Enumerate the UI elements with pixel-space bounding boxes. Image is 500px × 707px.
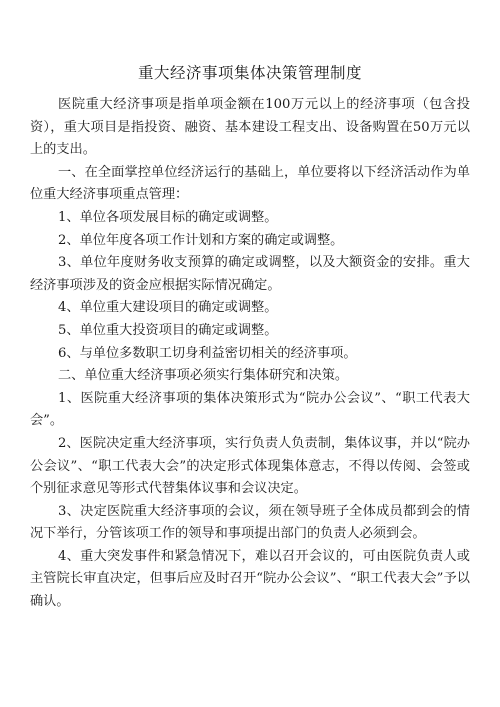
section-one-item-6: 6、与单位多数职工切身利益密切相关的经济事项。 <box>58 345 357 361</box>
section-two-item-4: 4、重大突发事件和紧急情况下，难以召开会议的，可由医院负责人或主管院长审直决定，但事后应及时召开“院办公会议”、“职工代表大会”予以确认。 <box>30 548 470 610</box>
intro-paragraph: 医院重大经济事项是指单项金额在100万元以上的经济事项（包含投资），重大项目是指投资、融资、基本建设工程支出、设备购置在50万元以上的支出。 <box>30 97 470 158</box>
section-two-item-1: 1、医院重大经济事项的集体决策形式为“院办公会议”、“职工代表大会”。 <box>30 390 470 429</box>
document-title: 重大经济事项集体决策管理制度 <box>137 64 362 82</box>
section-one-item-4: 4、单位重大建设项目的确定或调整。 <box>58 300 278 316</box>
section-one-item-1: 1、单位各项发展目标的确定或调整。 <box>58 209 278 225</box>
section-one-item-2: 2、单位年度各项工作计划和方案的确定或调整。 <box>58 232 344 248</box>
section-one-item-3: 3、单位年度财务收支预算的确定或调整，以及大额资金的安排。重大经济事项涉及的资金应根据实际情况确定。 <box>30 255 470 293</box>
document-body <box>30 94 470 614</box>
section-one-item-5: 5、单位重大投资项目的确定或调整。 <box>58 322 278 338</box>
section-one-heading: 一、在全面掌控单位经济运行的基础上，单位要将以下经济活动作为单位重大经济事项重点管理： <box>30 164 470 203</box>
document-page <box>30 0 470 707</box>
section-two-item-2: 2、医院决定重大经济事项，实行负责人负责制，集体议事，并以“院办公会议”、“职工代表大会”的决定形式体现集体意志，不得以传阅、会签或个别征求意见等形式代替集体议事和会议决定。 <box>30 435 470 497</box>
section-two-item-3: 3、决定医院重大经济事项的会议，须在领导班子全体成员都到会的情况下举行，分管该项工作的领导和事项提出部门的负责人必须到会。 <box>30 503 470 542</box>
section-two-heading: 二、单位重大经济事项必须实行集体研究和决策。 <box>58 368 349 384</box>
